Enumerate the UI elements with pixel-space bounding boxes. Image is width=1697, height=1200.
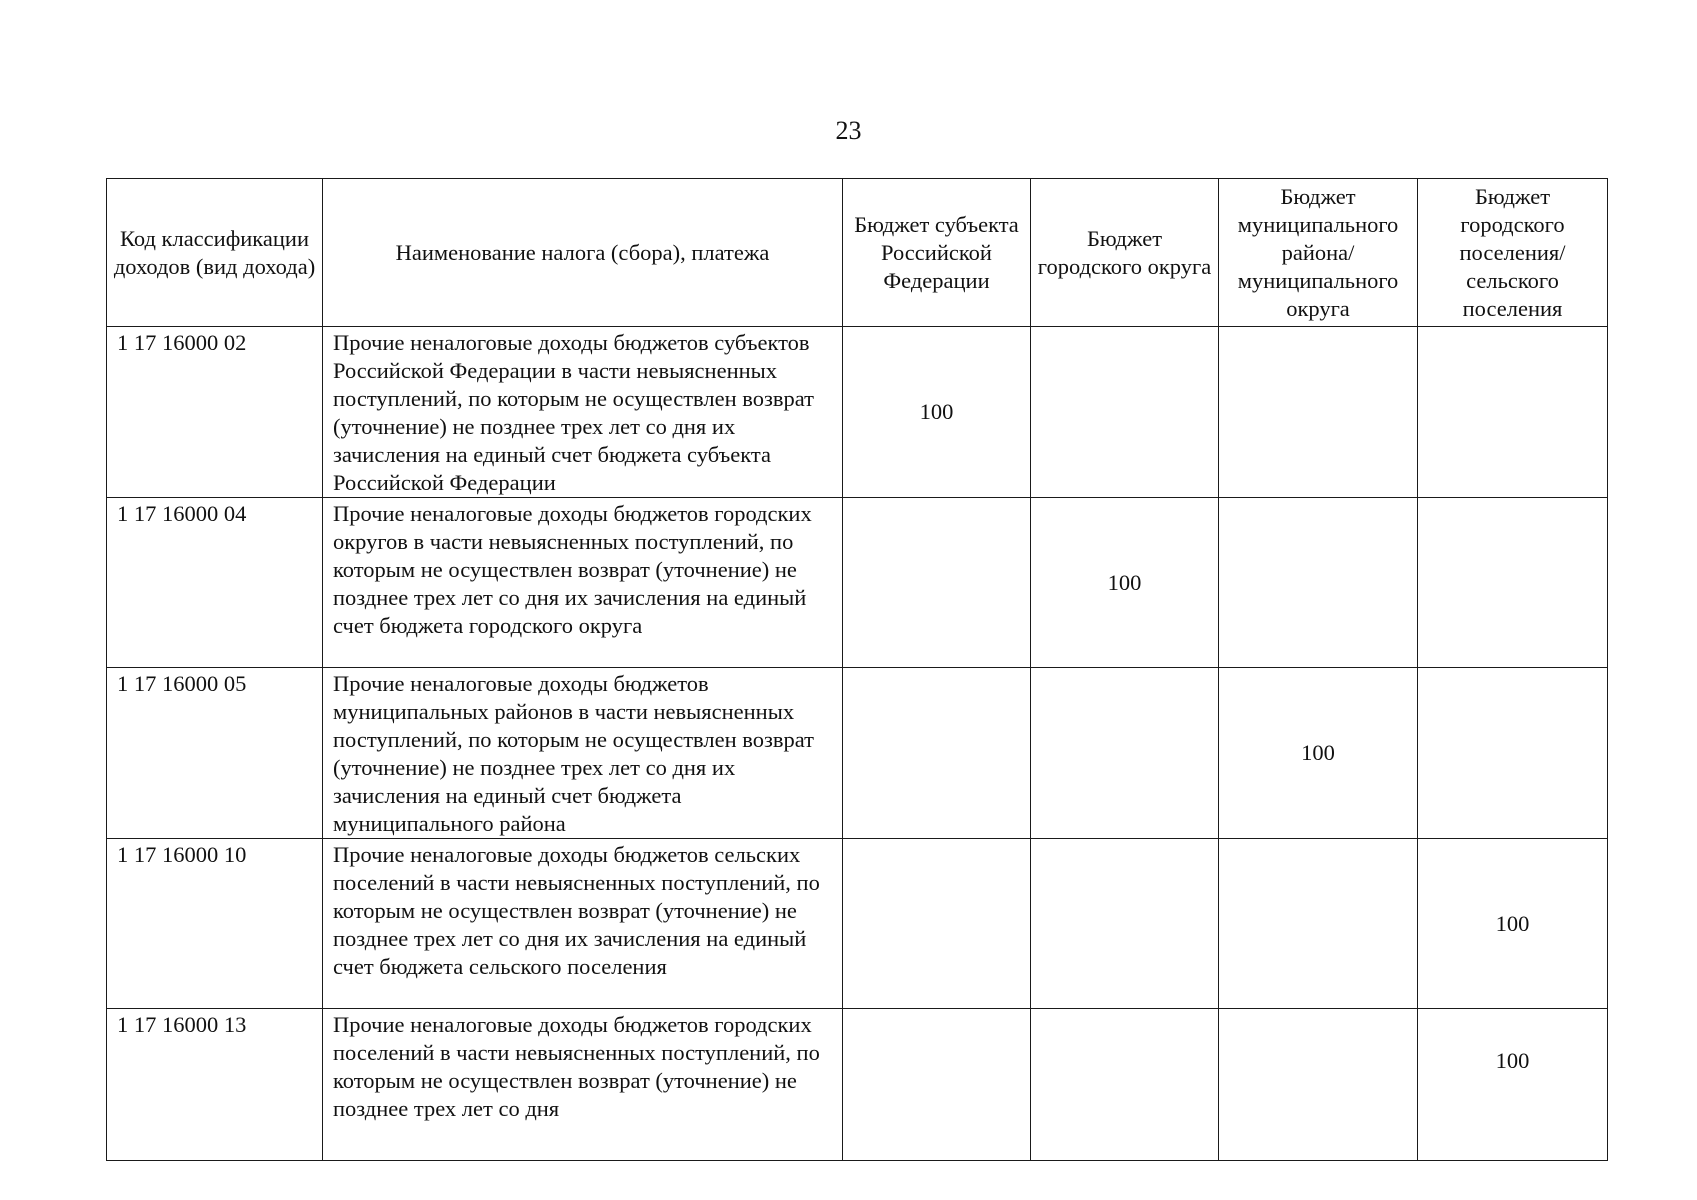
- row-municipal-district-budget-value: [1219, 1009, 1418, 1161]
- revenue-classification-table-wrapper: [106, 178, 1608, 1161]
- row-name: Прочие неналоговые доходы бюджетов городских округов в части невыясненных поступлений, по которым не осуществлен возврат (уточнение) не позднее трех лет со дня их зачисления на единый счет бюджета городского округа: [323, 498, 843, 668]
- table-body: [107, 327, 1608, 1161]
- header-subject-budget: Бюджет субъекта Российской Федерации: [843, 179, 1031, 327]
- row-code: 1 17 16000 05: [107, 668, 323, 839]
- header-row: [107, 179, 1608, 327]
- row-subject-budget-value: [843, 839, 1031, 1009]
- row-city-district-budget-value: [1031, 1009, 1219, 1161]
- row-subject-budget-value: [843, 668, 1031, 839]
- row-city-district-budget-value: [1031, 668, 1219, 839]
- row-code: 1 17 16000 02: [107, 327, 323, 498]
- row-subject-budget-value: 100: [843, 327, 1031, 498]
- row-subject-budget-value: [843, 498, 1031, 668]
- row-name: Прочие неналоговые доходы бюджетов субъектов Российской Федерации в части невыясненных поступлений, по которым не осуществлен возврат (уточнение) не позднее трех лет со дня их зачисления на единый счет бюджета субъекта Российской Федерации: [323, 327, 843, 498]
- table-row: [107, 839, 1608, 1009]
- row-municipal-district-budget-value: [1219, 498, 1418, 668]
- row-name: Прочие неналоговые доходы бюджетов городских поселений в части невыясненных поступлений, по которым не осуществлен возврат (уточнение) не позднее трех лет со дня: [323, 1009, 843, 1161]
- row-code: 1 17 16000 13: [107, 1009, 323, 1161]
- header-settlement-budget: Бюджет городского поселения/ сельского поселения: [1418, 179, 1608, 327]
- row-municipal-district-budget-value: [1219, 839, 1418, 1009]
- row-city-district-budget-value: [1031, 839, 1219, 1009]
- header-municipal-district-budget: Бюджет муниципального района/ муниципального округа: [1219, 179, 1418, 327]
- header-name: Наименование налога (сбора), платежа: [323, 179, 843, 327]
- row-municipal-district-budget-value: [1219, 327, 1418, 498]
- table-header: [107, 179, 1608, 327]
- row-city-district-budget-value: [1031, 327, 1219, 498]
- table-row: [107, 327, 1608, 498]
- table-row: [107, 498, 1608, 668]
- row-code: 1 17 16000 04: [107, 498, 323, 668]
- row-municipal-district-budget-value: 100: [1219, 668, 1418, 839]
- row-settlement-budget-value: 100: [1418, 1009, 1608, 1161]
- row-settlement-budget-value: 100: [1418, 839, 1608, 1009]
- table-row: [107, 668, 1608, 839]
- header-city-district-budget: Бюджет городского округа: [1031, 179, 1219, 327]
- row-settlement-budget-value: [1418, 668, 1608, 839]
- row-name: Прочие неналоговые доходы бюджетов муниципальных районов в части невыясненных поступлений, по которым не осуществлен возврат (уточнение) не позднее трех лет со дня их зачисления на единый счет бюджета муниципального района: [323, 668, 843, 839]
- page-number: 23: [835, 116, 862, 145]
- revenue-classification-table: [106, 178, 1608, 1161]
- table-row: [107, 1009, 1608, 1161]
- row-code: 1 17 16000 10: [107, 839, 323, 1009]
- row-settlement-budget-value: [1418, 327, 1608, 498]
- row-city-district-budget-value: 100: [1031, 498, 1219, 668]
- row-settlement-budget-value: [1418, 498, 1608, 668]
- row-name: Прочие неналоговые доходы бюджетов сельских поселений в части невыясненных поступлений, по которым не осуществлен возврат (уточнение) не позднее трех лет со дня их зачисления на единый счет бюджета сельского поселения: [323, 839, 843, 1009]
- header-code: Код классификации доходов (вид дохода): [107, 179, 323, 327]
- row-subject-budget-value: [843, 1009, 1031, 1161]
